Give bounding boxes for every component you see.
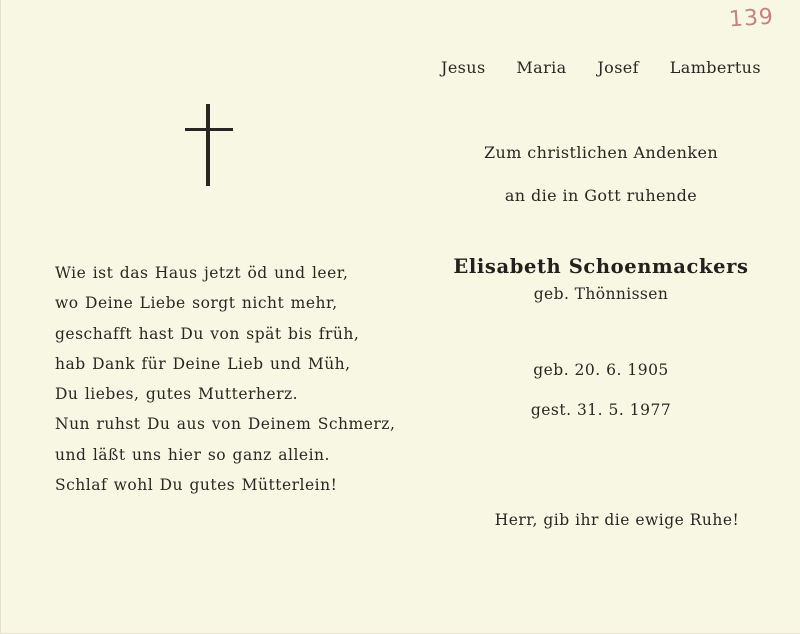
dedication-line-1: Zum christlichen Andenken [483, 143, 719, 162]
death-date: gest. 31. 5. 1977 [530, 401, 672, 419]
poem-line: hab Dank für Deine Lieb und Müh, [55, 354, 351, 373]
holy-name-lambertus: Lambertus [669, 58, 761, 77]
holy-name-jesus: Jesus [441, 58, 486, 77]
holy-names [441, 58, 761, 77]
poem-line: und läßt uns hier so ganz allein. [55, 445, 330, 464]
cross-horizontal-bar [185, 128, 233, 131]
cross-icon [185, 104, 233, 186]
poem-line: Du liebes, gutes Mutterherz. [55, 385, 299, 404]
holy-name-maria: Maria [516, 58, 567, 77]
birth-date: geb. 20. 6. 1905 [533, 361, 669, 379]
archive-number: 139 [728, 4, 775, 33]
poem-line: Nun ruhst Du aus von Deinem Schmerz, [55, 415, 396, 434]
poem-line: geschafft hast Du von spät bis früh, [55, 324, 360, 343]
poem [55, 258, 395, 500]
closing-prayer: Herr, gib ihr die ewige Ruhe! [494, 511, 740, 529]
deceased-name: Elisabeth Schoenmackers [453, 255, 749, 278]
cross-vertical-bar [206, 104, 210, 186]
dedication-line-2: an die in Gott ruhende [504, 186, 698, 205]
holy-name-josef: Josef [597, 58, 639, 77]
poem-line: Schlaf wohl Du gutes Mütterlein! [55, 476, 338, 495]
maiden-name: geb. Thönnissen [533, 285, 669, 303]
poem-line: Wie ist das Haus jetzt öd und leer, [55, 264, 349, 282]
poem-line: wo Deine Liebe sorgt nicht mehr, [55, 294, 338, 313]
